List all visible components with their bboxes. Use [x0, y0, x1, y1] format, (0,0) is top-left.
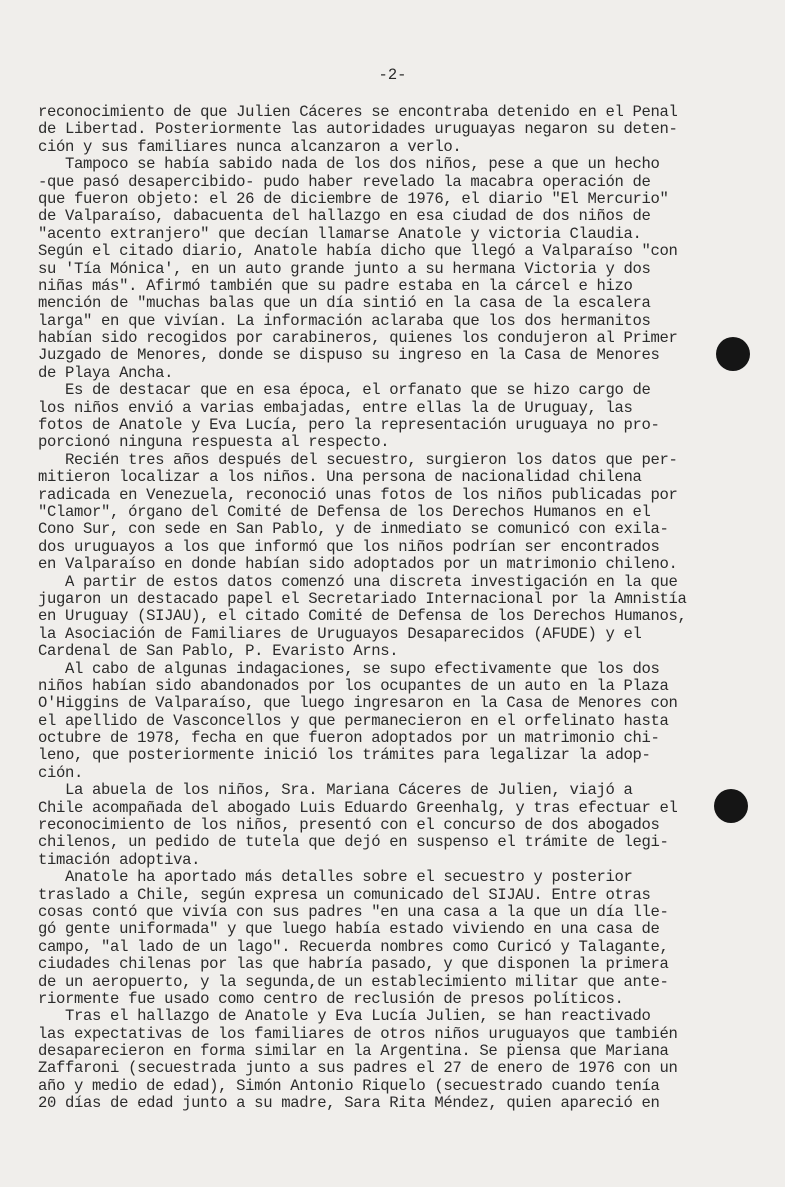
- text-line: traslado a Chile, según expresa un comunicado del SIJAU. Entre otras: [38, 885, 651, 904]
- text-line: leno, que posteriormente inició los trámites para legalizar la adop-: [38, 746, 651, 765]
- text-line: ciudades chilenas por las que habría pasado, y que disponen la primera: [38, 955, 669, 974]
- text-line: reconocimiento de que Julien Cáceres se encontraba detenido en el Penal: [38, 103, 678, 121]
- text-line: de Libertad. Posteriormente las autoridades uruguayas negaron su deten-: [38, 120, 678, 139]
- text-line: de un aeropuerto, y la segunda,de un establecimiento militar que ante-: [38, 972, 669, 991]
- text-line: fotos de Anatole y Eva Lucía, pero la representación uruguaya no pro-: [38, 416, 660, 435]
- text-line: Juzgado de Menores, donde se dispuso su ingreso en la Casa de Menores: [38, 346, 660, 365]
- text-line: "Clamor", órgano del Comité de Defensa de los Derechos Humanos en el: [38, 502, 651, 521]
- text-line: año y medio de edad), Simón Antonio Riquelo (secuestrado cuando tenía: [38, 1076, 660, 1095]
- text-line: Cono Sur, con sede en San Pablo, y de inmediato se comunicó con exila-: [38, 520, 669, 539]
- text-line: desaparecieron en forma similar en la Argentina. Se piensa que Mariana: [38, 1042, 669, 1061]
- text-line: La abuela de los niños, Sra. Mariana Cáceres de Julien, viajó a: [38, 781, 633, 800]
- text-line: que fueron objeto: el 26 de diciembre de 1976, el diario "El Mercurio": [38, 189, 669, 208]
- text-line: -que pasó desapercibido- pudo haber revelado la macabra operación de: [38, 172, 651, 191]
- punch-hole-top: [716, 337, 750, 371]
- text-line: gó gente uniformada" y que luego había estado viviendo en una casa de: [38, 920, 660, 939]
- text-line: riormente fue usado como centro de reclusión de presos políticos.: [38, 989, 624, 1008]
- text-line: Al cabo de algunas indagaciones, se supo efectivamente que los dos: [38, 659, 660, 678]
- text-line: O'Higgins de Valparaíso, que luego ingresaron en la Casa de Menores con: [38, 694, 678, 713]
- text-line: en Uruguay (SIJAU), el citado Comité de Defensa de los Derechos Humanos,: [38, 607, 687, 626]
- text-line: habían sido recogidos por carabineros, quienes los condujeron al Primer: [38, 329, 678, 348]
- text-line: mitieron localizar a los niños. Una persona de nacionalidad chilena: [38, 468, 642, 487]
- text-line: 20 días de edad junto a su madre, Sara Rita Méndez, quien apareció en: [38, 1094, 660, 1113]
- text-line: timación adoptiva.: [38, 850, 201, 869]
- text-line: la Asociación de Familiares de Uruguayos Desaparecidos (AFUDE) y el: [38, 624, 642, 643]
- text-line: niñas más". Afirmó también que su padre estaba en la cárcel e hizo: [38, 276, 633, 295]
- text-line: "acento extranjero" que decían llamarse Anatole y victoria Claudia.: [38, 224, 642, 243]
- text-line: ción.: [38, 763, 84, 782]
- text-line: en Valparaíso en donde habían sido adoptados por un matrimonio chileno.: [38, 555, 678, 574]
- text-line: mención de "muchas balas que un día sintió en la casa de la escalera: [38, 294, 651, 313]
- text-line: su 'Tía Mónica', en un auto grande junto a su hermana Victoria y dos: [38, 259, 651, 278]
- text-line: ción y sus familiares nunca alcanzaron a verlo.: [38, 137, 462, 156]
- text-line: Cardenal de San Pablo, P. Evaristo Arns.: [38, 642, 399, 661]
- text-line: reconocimiento de los niños, presentó con el concurso de dos abogados: [38, 816, 660, 835]
- text-line: A partir de estos datos comenzó una discreta investigación en la que: [38, 572, 678, 591]
- text-line: radicada en Venezuela, reconoció unas fotos de los niños publicadas por: [38, 485, 678, 504]
- text-line: campo, "al lado de un lago". Recuerda nombres como Curicó y Talagante,: [38, 937, 669, 956]
- text-line: larga" en que vivían. La información aclaraba que los dos hermanitos: [38, 311, 651, 330]
- text-line: Es de destacar que en esa época, el orfanato que se hizo cargo de: [38, 381, 651, 400]
- page-number: -2-: [378, 66, 407, 84]
- punch-hole-bottom: [714, 789, 748, 823]
- text-line: Chile acompañada del abogado Luis Eduardo Greenhalg, y tras efectuar el: [38, 798, 678, 817]
- text-line: octubre de 1978, fecha en que fueron adoptados por un matrimonio chi-: [38, 729, 660, 748]
- text-line: Zaffaroni (secuestrada junto a sus padres el 27 de enero de 1976 con un: [38, 1059, 678, 1078]
- text-line: Recién tres años después del secuestro, surgieron los datos que per-: [38, 450, 678, 469]
- text-line: porcionó ninguna respuesta al respecto.: [38, 433, 390, 452]
- text-line: Tras el hallazgo de Anatole y Eva Lucía Julien, se han reactivado: [38, 1007, 651, 1026]
- body-text: [38, 104, 768, 1113]
- text-line: el apellido de Vasconcellos y que permanecieron en el orfelinato hasta: [38, 711, 669, 730]
- text-line: de Playa Ancha.: [38, 363, 174, 382]
- text-line: niños habían sido abandonados por los ocupantes de un auto en la Plaza: [38, 676, 669, 695]
- text-line: los niños envió a varias embajadas, entre ellas la de Uruguay, las: [38, 398, 633, 417]
- text-line: las expectativas de los familiares de otros niños uruguayos que también: [38, 1024, 678, 1043]
- text-line: dos uruguayos a los que informó que los niños podrían ser encontrados: [38, 537, 660, 556]
- text-line: cosas contó que vivía con sus padres "en una casa a la que un día lle-: [38, 902, 669, 921]
- text-line: chilenos, un pedido de tutela que dejó en suspenso el trámite de legi-: [38, 833, 669, 852]
- text-line: Tampoco se había sabido nada de los dos niños, pese a que un hecho: [38, 155, 660, 174]
- text-line: jugaron un destacado papel el Secretariado Internacional por la Amnistía: [38, 589, 687, 608]
- text-line: de Valparaíso, dabacuenta del hallazgo en esa ciudad de dos niños de: [38, 207, 651, 226]
- text-line: Anatole ha aportado más detalles sobre el secuestro y posterior: [38, 868, 633, 887]
- text-line: Según el citado diario, Anatole había dicho que llegó a Valparaíso "con: [38, 242, 678, 261]
